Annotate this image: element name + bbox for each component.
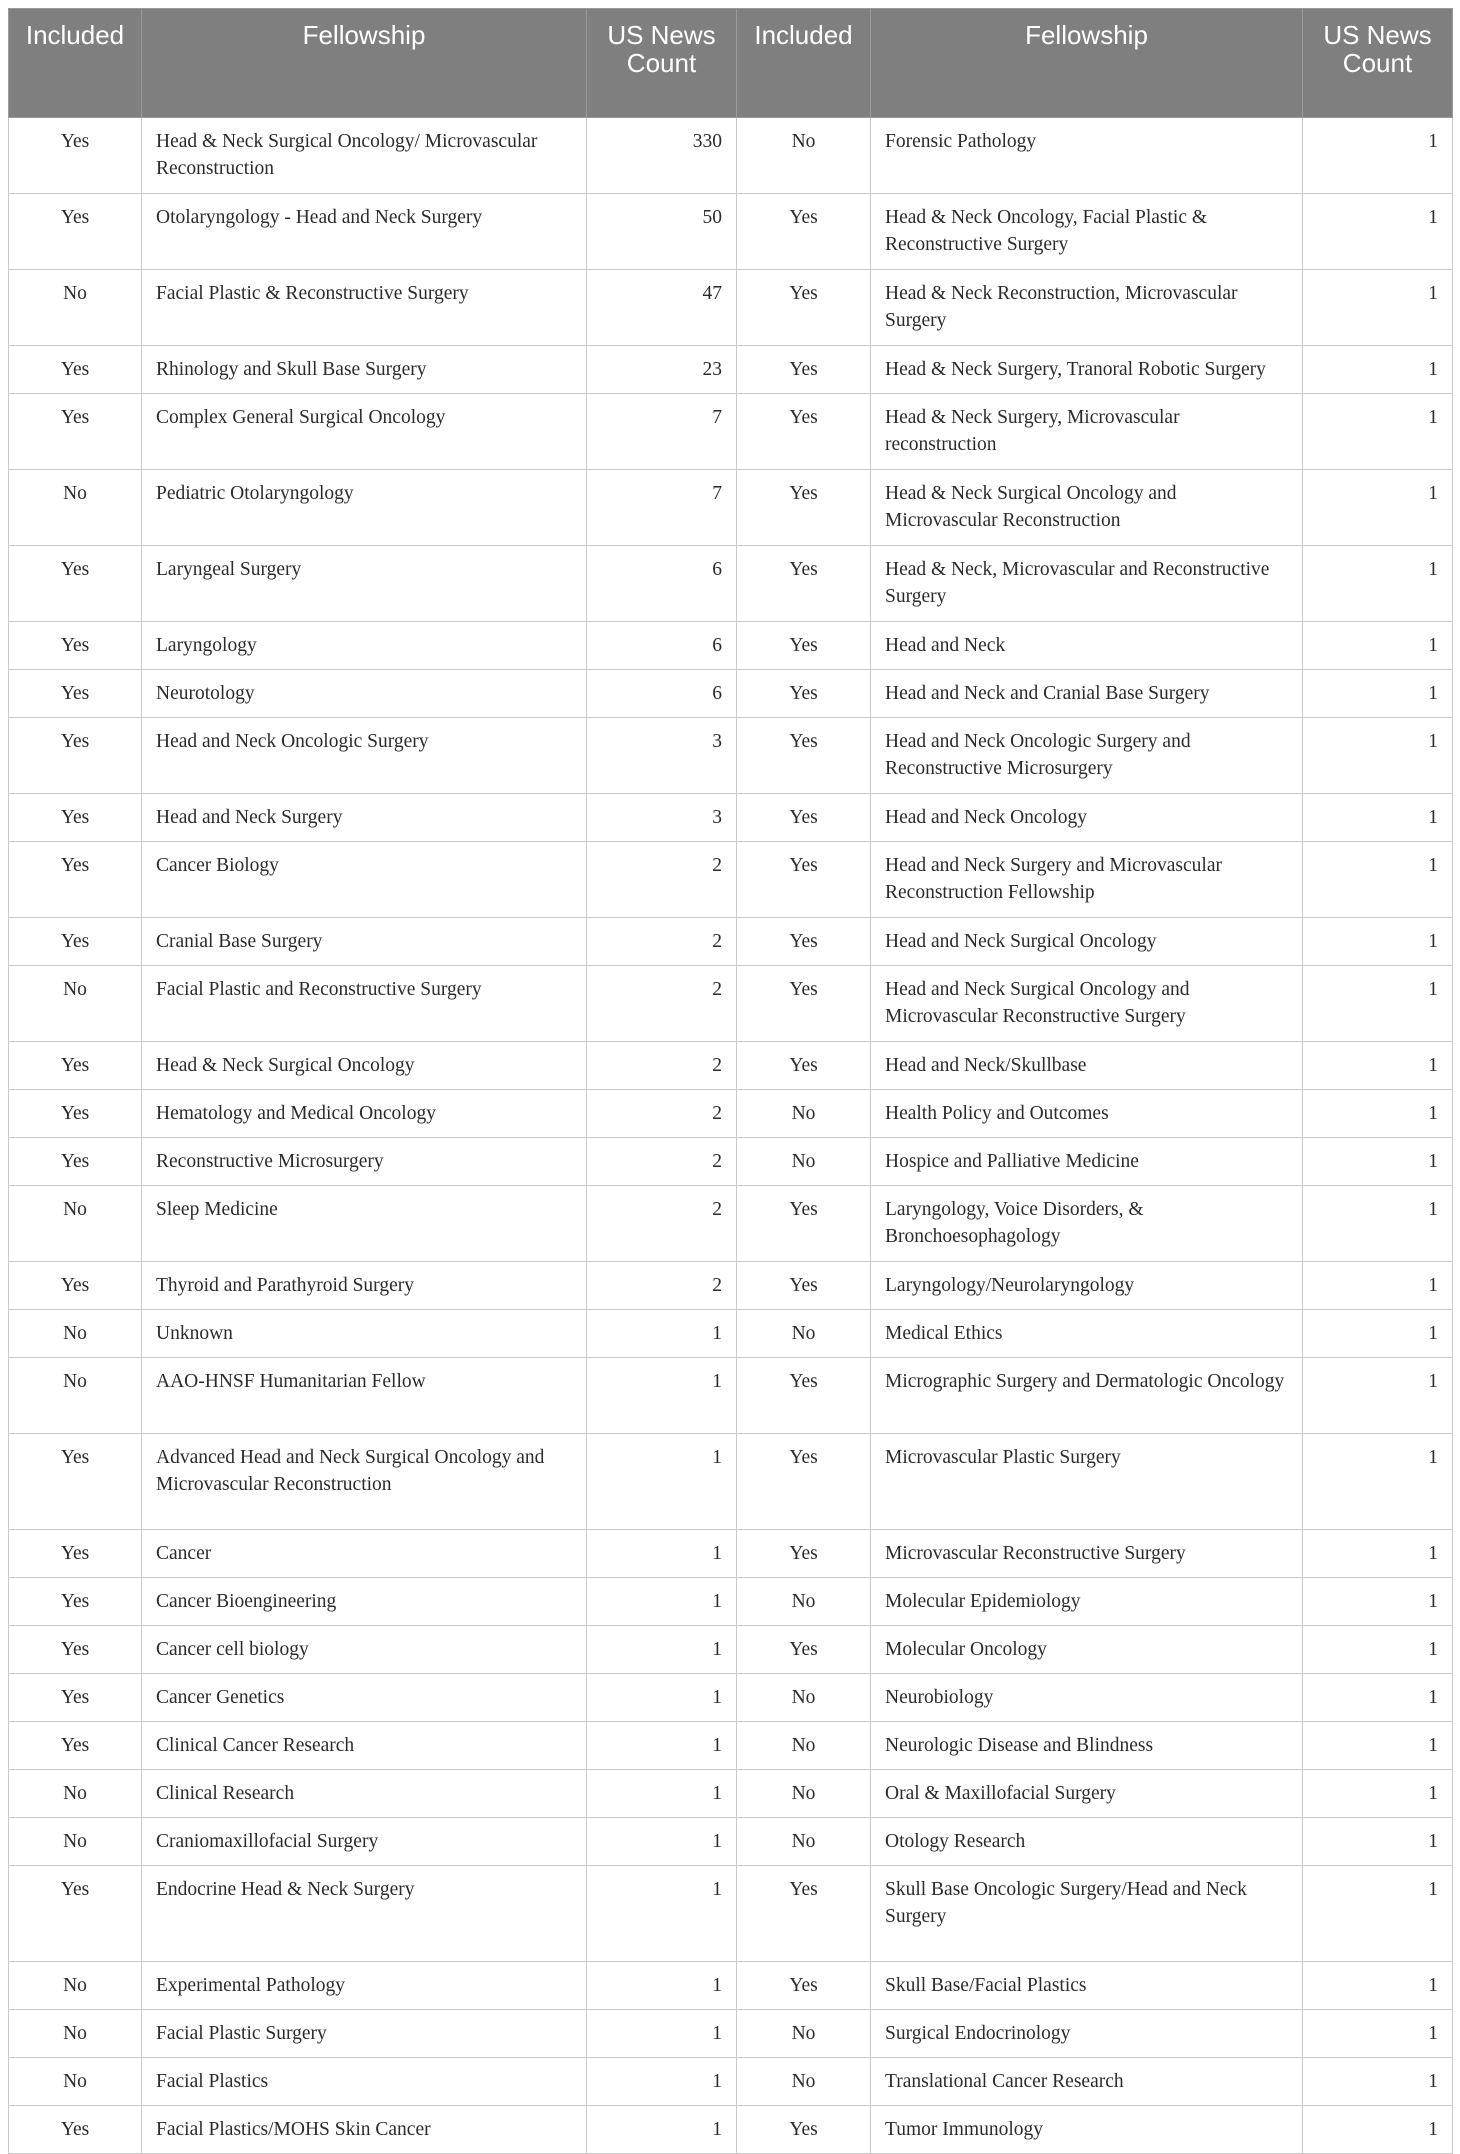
included-cell-right: No [737, 1770, 871, 1818]
included-cell-left: Yes [9, 546, 142, 622]
fellowship-cell-left: Clinical Cancer Research [142, 1722, 587, 1770]
fellowship-cell-right: Head & Neck Surgical Oncology and Microvascular Reconstruction [871, 470, 1303, 546]
count-cell-right: 1 [1303, 1262, 1453, 1310]
fellowship-cell-right: Micrographic Surgery and Dermatologic Oncology [871, 1358, 1303, 1434]
count-cell-left: 1 [587, 1626, 737, 1674]
included-cell-left: Yes [9, 346, 142, 394]
count-cell-left: 1 [587, 1578, 737, 1626]
fellowship-cell-right: Skull Base Oncologic Surgery/Head and Neck Surgery [871, 1866, 1303, 1962]
table-row [9, 1358, 1453, 1434]
fellowship-cell-left: Cancer Bioengineering [142, 1578, 587, 1626]
table-row [9, 346, 1453, 394]
header-row [9, 9, 1453, 118]
fellowship-cell-right: Microvascular Plastic Surgery [871, 1434, 1303, 1530]
count-cell-left: 1 [587, 1358, 737, 1434]
table-row [9, 670, 1453, 718]
count-cell-right: 1 [1303, 1090, 1453, 1138]
count-cell-right: 1 [1303, 918, 1453, 966]
fellowship-cell-right: Skull Base/Facial Plastics [871, 1962, 1303, 2010]
count-cell-left: 1 [587, 1674, 737, 1722]
table-row [9, 842, 1453, 918]
fellowship-cell-left: Head and Neck Oncologic Surgery [142, 718, 587, 794]
fellowship-cell-left: Unknown [142, 1310, 587, 1358]
header-included-left: Included [9, 9, 142, 118]
count-cell-left: 330 [587, 118, 737, 194]
included-cell-right: Yes [737, 842, 871, 918]
count-cell-left: 1 [587, 1962, 737, 2010]
table-row [9, 546, 1453, 622]
table-row [9, 2106, 1453, 2154]
count-cell-right: 1 [1303, 1358, 1453, 1434]
fellowship-cell-left: Head and Neck Surgery [142, 794, 587, 842]
fellowship-cell-right: Medical Ethics [871, 1310, 1303, 1358]
header-fellowship-left: Fellowship [142, 9, 587, 118]
table-row [9, 1138, 1453, 1186]
included-cell-left: No [9, 470, 142, 546]
fellowship-cell-left: Head & Neck Surgical Oncology [142, 1042, 587, 1090]
count-cell-left: 50 [587, 194, 737, 270]
count-cell-left: 7 [587, 394, 737, 470]
fellowship-cell-right: Head & Neck Surgery, Microvascular reconstruction [871, 394, 1303, 470]
count-cell-right: 1 [1303, 2058, 1453, 2106]
included-cell-right: No [737, 1138, 871, 1186]
table-row [9, 470, 1453, 546]
table-row [9, 966, 1453, 1042]
table-row [9, 1962, 1453, 2010]
fellowship-cell-right: Surgical Endocrinology [871, 2010, 1303, 2058]
fellowship-cell-right: Otology Research [871, 1818, 1303, 1866]
fellowship-cell-right: Head and Neck Surgical Oncology [871, 918, 1303, 966]
fellowship-cell-left: Head & Neck Surgical Oncology/ Microvascular Reconstruction [142, 118, 587, 194]
count-cell-right: 1 [1303, 1818, 1453, 1866]
count-cell-left: 1 [587, 2010, 737, 2058]
count-cell-left: 1 [587, 1434, 737, 1530]
fellowship-cell-left: AAO-HNSF Humanitarian Fellow [142, 1358, 587, 1434]
included-cell-right: Yes [737, 1434, 871, 1530]
included-cell-right: Yes [737, 1530, 871, 1578]
included-cell-left: Yes [9, 394, 142, 470]
included-cell-right: Yes [737, 1042, 871, 1090]
count-cell-left: 6 [587, 622, 737, 670]
included-cell-left: Yes [9, 118, 142, 194]
table-row [9, 1626, 1453, 1674]
fellowship-cell-left: Cancer Genetics [142, 1674, 587, 1722]
count-cell-left: 2 [587, 1262, 737, 1310]
included-cell-right: Yes [737, 670, 871, 718]
fellowship-cell-right: Head and Neck and Cranial Base Surgery [871, 670, 1303, 718]
fellowship-cell-left: Craniomaxillofacial Surgery [142, 1818, 587, 1866]
fellowship-cell-left: Laryngology [142, 622, 587, 670]
count-cell-left: 2 [587, 1042, 737, 1090]
count-cell-left: 6 [587, 546, 737, 622]
count-cell-left: 2 [587, 966, 737, 1042]
included-cell-right: Yes [737, 2106, 871, 2154]
included-cell-right: Yes [737, 546, 871, 622]
table-row [9, 1310, 1453, 1358]
included-cell-right: Yes [737, 1626, 871, 1674]
header-fellowship-right: Fellowship [871, 9, 1303, 118]
count-cell-right: 1 [1303, 1578, 1453, 1626]
included-cell-left: No [9, 2010, 142, 2058]
table-row [9, 2010, 1453, 2058]
included-cell-right: Yes [737, 1358, 871, 1434]
count-cell-right: 1 [1303, 1962, 1453, 2010]
included-cell-right: No [737, 2010, 871, 2058]
included-cell-left: No [9, 1962, 142, 2010]
table-row [9, 194, 1453, 270]
fellowship-cell-left: Neurotology [142, 670, 587, 718]
included-cell-left: Yes [9, 1626, 142, 1674]
fellowship-cell-left: Facial Plastics [142, 2058, 587, 2106]
fellowship-cell-left: Facial Plastics/MOHS Skin Cancer [142, 2106, 587, 2154]
fellowship-cell-left: Cancer Biology [142, 842, 587, 918]
fellowship-cell-left: Hematology and Medical Oncology [142, 1090, 587, 1138]
count-cell-left: 1 [587, 1770, 737, 1818]
table-row [9, 1722, 1453, 1770]
count-cell-left: 1 [587, 1530, 737, 1578]
included-cell-right: Yes [737, 1186, 871, 1262]
fellowship-cell-left: Cranial Base Surgery [142, 918, 587, 966]
count-cell-right: 1 [1303, 1186, 1453, 1262]
included-cell-right: Yes [737, 1262, 871, 1310]
fellowship-cell-right: Head & Neck Oncology, Facial Plastic & Reconstructive Surgery [871, 194, 1303, 270]
fellowship-cell-left: Cancer [142, 1530, 587, 1578]
count-cell-left: 1 [587, 1310, 737, 1358]
table-row [9, 718, 1453, 794]
count-cell-right: 1 [1303, 1530, 1453, 1578]
fellowship-cell-left: Advanced Head and Neck Surgical Oncology and Microvascular Reconstruction [142, 1434, 587, 1530]
table-row [9, 394, 1453, 470]
table-row [9, 1042, 1453, 1090]
fellowship-cell-left: Complex General Surgical Oncology [142, 394, 587, 470]
included-cell-left: Yes [9, 794, 142, 842]
included-cell-right: No [737, 2058, 871, 2106]
table-body [9, 118, 1453, 2154]
table-row [9, 1818, 1453, 1866]
count-cell-right: 1 [1303, 346, 1453, 394]
table-header [9, 9, 1453, 118]
fellowship-cell-left: Rhinology and Skull Base Surgery [142, 346, 587, 394]
fellowship-cell-right: Laryngology/Neurolaryngology [871, 1262, 1303, 1310]
count-cell-right: 1 [1303, 718, 1453, 794]
included-cell-right: Yes [737, 918, 871, 966]
table-row [9, 622, 1453, 670]
fellowship-cell-right: Head & Neck Surgery, Tranoral Robotic Surgery [871, 346, 1303, 394]
fellowship-cell-right: Head and Neck [871, 622, 1303, 670]
included-cell-left: No [9, 2058, 142, 2106]
count-cell-left: 3 [587, 794, 737, 842]
table-row [9, 1578, 1453, 1626]
count-cell-right: 1 [1303, 1042, 1453, 1090]
fellowship-cell-right: Neurobiology [871, 1674, 1303, 1722]
count-cell-left: 2 [587, 1090, 737, 1138]
fellowship-cell-right: Translational Cancer Research [871, 2058, 1303, 2106]
included-cell-right: No [737, 1578, 871, 1626]
included-cell-left: Yes [9, 670, 142, 718]
fellowship-cell-left: Facial Plastic & Reconstructive Surgery [142, 270, 587, 346]
fellowship-cell-right: Head & Neck, Microvascular and Reconstructive Surgery [871, 546, 1303, 622]
header-included-right: Included [737, 9, 871, 118]
included-cell-left: No [9, 966, 142, 1042]
included-cell-left: No [9, 1358, 142, 1434]
included-cell-right: Yes [737, 270, 871, 346]
fellowship-cell-right: Oral & Maxillofacial Surgery [871, 1770, 1303, 1818]
fellowship-cell-left: Facial Plastic Surgery [142, 2010, 587, 2058]
header-count-left: US News Count [587, 9, 737, 118]
included-cell-left: Yes [9, 918, 142, 966]
included-cell-left: Yes [9, 1722, 142, 1770]
count-cell-right: 1 [1303, 622, 1453, 670]
included-cell-left: Yes [9, 1578, 142, 1626]
count-cell-right: 1 [1303, 1674, 1453, 1722]
included-cell-left: Yes [9, 2106, 142, 2154]
count-cell-right: 1 [1303, 670, 1453, 718]
count-cell-left: 3 [587, 718, 737, 794]
included-cell-right: No [737, 1090, 871, 1138]
included-cell-left: Yes [9, 1434, 142, 1530]
count-cell-right: 1 [1303, 1310, 1453, 1358]
table-row [9, 270, 1453, 346]
fellowship-cell-left: Sleep Medicine [142, 1186, 587, 1262]
included-cell-right: Yes [737, 194, 871, 270]
count-cell-right: 1 [1303, 270, 1453, 346]
fellowship-cell-right: Microvascular Reconstructive Surgery [871, 1530, 1303, 1578]
included-cell-right: No [737, 1310, 871, 1358]
table-row [9, 1186, 1453, 1262]
fellowship-cell-right: Head and Neck Oncology [871, 794, 1303, 842]
fellowship-cell-right: Health Policy and Outcomes [871, 1090, 1303, 1138]
included-cell-right: Yes [737, 470, 871, 546]
count-cell-right: 1 [1303, 1138, 1453, 1186]
included-cell-left: Yes [9, 622, 142, 670]
included-cell-right: Yes [737, 1866, 871, 1962]
count-cell-right: 1 [1303, 1626, 1453, 1674]
table-row [9, 1530, 1453, 1578]
included-cell-left: Yes [9, 1530, 142, 1578]
fellowship-cell-right: Head & Neck Reconstruction, Microvascular Surgery [871, 270, 1303, 346]
included-cell-left: No [9, 1186, 142, 1262]
count-cell-right: 1 [1303, 966, 1453, 1042]
included-cell-left: No [9, 1770, 142, 1818]
fellowship-cell-right: Molecular Epidemiology [871, 1578, 1303, 1626]
fellowship-cell-left: Endocrine Head & Neck Surgery [142, 1866, 587, 1962]
included-cell-left: Yes [9, 718, 142, 794]
included-cell-right: Yes [737, 1962, 871, 2010]
fellowship-cell-right: Neurologic Disease and Blindness [871, 1722, 1303, 1770]
fellowship-cell-right: Hospice and Palliative Medicine [871, 1138, 1303, 1186]
count-cell-right: 1 [1303, 2010, 1453, 2058]
table-row [9, 1674, 1453, 1722]
included-cell-right: Yes [737, 394, 871, 470]
fellowship-cell-left: Laryngeal Surgery [142, 546, 587, 622]
count-cell-right: 1 [1303, 394, 1453, 470]
fellowship-cell-left: Reconstructive Microsurgery [142, 1138, 587, 1186]
count-cell-left: 1 [587, 1722, 737, 1770]
fellowship-table [8, 8, 1453, 2154]
count-cell-left: 2 [587, 1186, 737, 1262]
included-cell-right: Yes [737, 622, 871, 670]
table-row [9, 1770, 1453, 1818]
fellowship-cell-right: Forensic Pathology [871, 118, 1303, 194]
included-cell-right: No [737, 1818, 871, 1866]
fellowship-cell-left: Facial Plastic and Reconstructive Surgery [142, 966, 587, 1042]
fellowship-cell-right: Tumor Immunology [871, 2106, 1303, 2154]
fellowship-cell-left: Otolaryngology - Head and Neck Surgery [142, 194, 587, 270]
fellowship-cell-right: Molecular Oncology [871, 1626, 1303, 1674]
count-cell-left: 1 [587, 2106, 737, 2154]
included-cell-left: No [9, 270, 142, 346]
table-row [9, 1434, 1453, 1530]
fellowship-cell-left: Pediatric Otolaryngology [142, 470, 587, 546]
table-row [9, 1262, 1453, 1310]
count-cell-right: 1 [1303, 1722, 1453, 1770]
included-cell-right: No [737, 1674, 871, 1722]
count-cell-right: 1 [1303, 794, 1453, 842]
count-cell-left: 6 [587, 670, 737, 718]
fellowship-cell-right: Head and Neck Oncologic Surgery and Reconstructive Microsurgery [871, 718, 1303, 794]
count-cell-left: 2 [587, 1138, 737, 1186]
count-cell-right: 1 [1303, 2106, 1453, 2154]
included-cell-left: Yes [9, 842, 142, 918]
fellowship-cell-right: Head and Neck Surgical Oncology and Microvascular Reconstructive Surgery [871, 966, 1303, 1042]
included-cell-left: Yes [9, 1262, 142, 1310]
count-cell-left: 1 [587, 1866, 737, 1962]
count-cell-right: 1 [1303, 1770, 1453, 1818]
included-cell-right: No [737, 118, 871, 194]
table-row [9, 2058, 1453, 2106]
table-row [9, 794, 1453, 842]
header-count-right: US News Count [1303, 9, 1453, 118]
count-cell-left: 1 [587, 1818, 737, 1866]
fellowship-cell-right: Head and Neck Surgery and Microvascular Reconstruction Fellowship [871, 842, 1303, 918]
count-cell-right: 1 [1303, 1866, 1453, 1962]
count-cell-left: 7 [587, 470, 737, 546]
fellowship-cell-left: Experimental Pathology [142, 1962, 587, 2010]
count-cell-left: 23 [587, 346, 737, 394]
count-cell-left: 47 [587, 270, 737, 346]
included-cell-left: No [9, 1310, 142, 1358]
included-cell-left: Yes [9, 1090, 142, 1138]
included-cell-right: Yes [737, 718, 871, 794]
fellowship-cell-left: Clinical Research [142, 1770, 587, 1818]
fellowship-cell-right: Head and Neck/Skullbase [871, 1042, 1303, 1090]
table-row [9, 918, 1453, 966]
table-row [9, 1866, 1453, 1962]
count-cell-right: 1 [1303, 470, 1453, 546]
table-row [9, 118, 1453, 194]
count-cell-right: 1 [1303, 118, 1453, 194]
included-cell-left: No [9, 1818, 142, 1866]
count-cell-right: 1 [1303, 194, 1453, 270]
count-cell-right: 1 [1303, 842, 1453, 918]
included-cell-right: No [737, 1722, 871, 1770]
included-cell-left: Yes [9, 1042, 142, 1090]
included-cell-right: Yes [737, 794, 871, 842]
count-cell-left: 2 [587, 842, 737, 918]
table-row [9, 1090, 1453, 1138]
fellowship-cell-left: Cancer cell biology [142, 1626, 587, 1674]
count-cell-right: 1 [1303, 1434, 1453, 1530]
included-cell-left: Yes [9, 194, 142, 270]
included-cell-left: Yes [9, 1138, 142, 1186]
included-cell-right: Yes [737, 346, 871, 394]
included-cell-right: Yes [737, 966, 871, 1042]
count-cell-left: 1 [587, 2058, 737, 2106]
count-cell-left: 2 [587, 918, 737, 966]
included-cell-left: Yes [9, 1866, 142, 1962]
fellowship-cell-right: Laryngology, Voice Disorders, & Bronchoesophagology [871, 1186, 1303, 1262]
included-cell-left: Yes [9, 1674, 142, 1722]
count-cell-right: 1 [1303, 546, 1453, 622]
fellowship-cell-left: Thyroid and Parathyroid Surgery [142, 1262, 587, 1310]
